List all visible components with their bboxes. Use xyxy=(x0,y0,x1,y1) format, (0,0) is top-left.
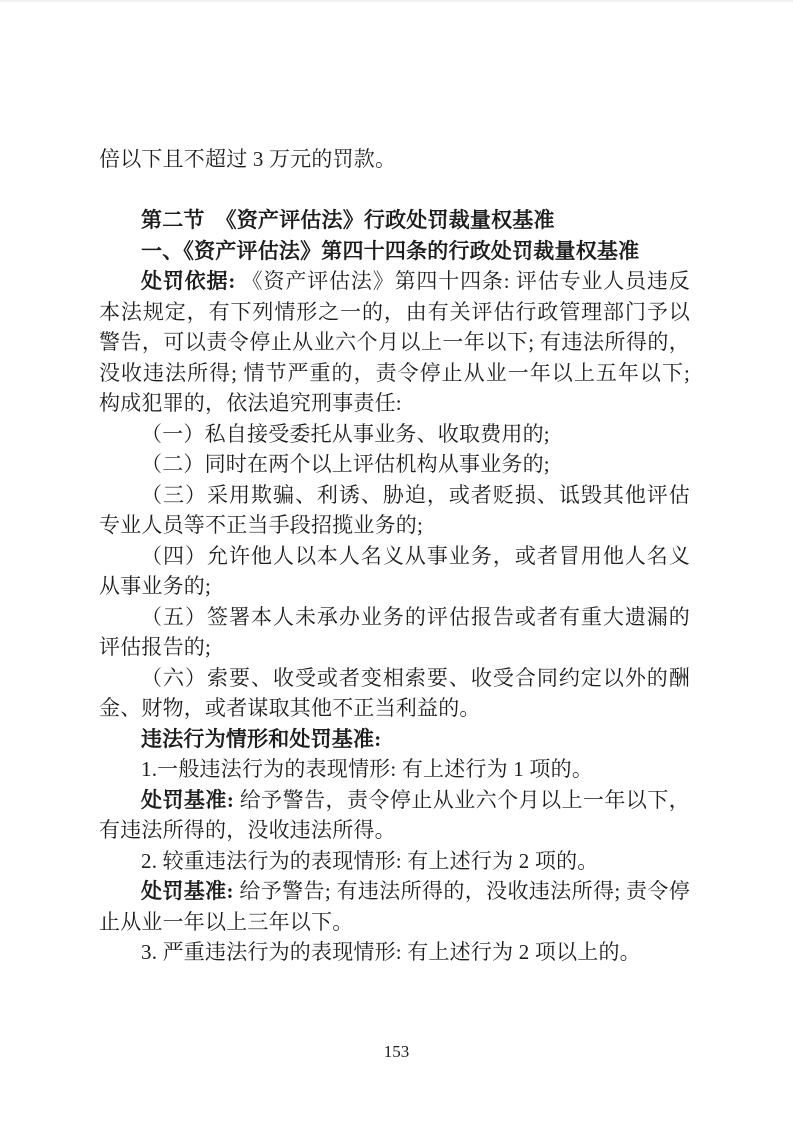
body-paragraph xyxy=(99,449,690,480)
body-paragraph xyxy=(99,480,690,541)
bold-text-run: 处罚基准: xyxy=(141,879,234,903)
body-paragraph xyxy=(99,144,690,175)
heading-paragraph xyxy=(99,236,690,267)
text-run: 倍以下且不超过 3 万元的罚款。 xyxy=(99,147,397,171)
bold-text-run: 违法行为情形和处罚基准: xyxy=(141,726,382,751)
text-run: （三）采用欺骗、利诱、胁迫，或者贬损、诋毁其他评估专业人员等不正当手段招揽业务的; xyxy=(99,482,690,537)
document-body xyxy=(99,144,690,968)
body-paragraph xyxy=(99,419,690,450)
bold-text-run: 第二节 《资产评估法》行政处罚裁量权基准 xyxy=(141,208,555,232)
body-paragraph xyxy=(99,937,690,968)
blank-line xyxy=(99,175,690,206)
text-run: （二）同时在两个以上评估机构从事业务的; xyxy=(141,452,550,476)
text-run: 2. 较重违法行为的表现情形: 有上述行为 2 项的。 xyxy=(141,848,599,873)
body-paragraph xyxy=(99,602,690,663)
bold-text-run: 一、《资产评估法》第四十四条的行政处罚裁量权基准 xyxy=(141,238,640,263)
heading-paragraph xyxy=(99,205,690,236)
text-run: （五）签署本人未承办业务的评估报告或者有重大遗漏的评估报告的; xyxy=(99,604,690,659)
text-run: 1.一般违法行为的表现情形: 有上述行为 1 项的。 xyxy=(141,757,594,781)
body-paragraph xyxy=(99,541,690,602)
text-run: （四）允许他人以本人名义从事业务，或者冒用他人名义从事业务的; xyxy=(99,543,690,598)
bold-text-run: 处罚基准: xyxy=(141,787,235,812)
text-run: 3. 严重违法行为的表现情形: 有上述行为 2 项以上的。 xyxy=(141,940,641,964)
body-paragraph xyxy=(99,876,690,937)
text-run: 给予警告; 有违法所得的，没收违法所得; 责令停止从业一年以上三年以下。 xyxy=(99,879,690,934)
body-paragraph xyxy=(99,724,690,755)
bold-text-run: 处罚依据: xyxy=(141,269,236,293)
text-run: （一）私自接受委托从事业务、收取费用的; xyxy=(141,421,550,446)
body-paragraph xyxy=(99,754,690,785)
text-run: 《资产评估法》第四十四条: 评估专业人员违反本法规定，有下列情形之一的，由有关评估行政管理部门予以警告，可以责令停止从业六个月以上一年以下; 有违法所得的，没收违法所得; 情节严重的，责令停止从业一年以上五年以下; 构成犯罪的，依法追究刑事责任: xyxy=(99,269,691,415)
body-paragraph xyxy=(99,663,690,724)
body-paragraph xyxy=(99,785,690,846)
text-run: 给予警告，责令停止从业六个月以上一年以下，有违法所得的，没收违法所得。 xyxy=(99,787,690,842)
page-number: 153 xyxy=(383,1042,410,1061)
body-paragraph xyxy=(99,266,690,419)
body-paragraph xyxy=(99,846,690,877)
text-run: （六）索要、收受或者变相索要、收受合同约定以外的酬金、财物，或者谋取其他不正当利益的。 xyxy=(99,665,690,720)
